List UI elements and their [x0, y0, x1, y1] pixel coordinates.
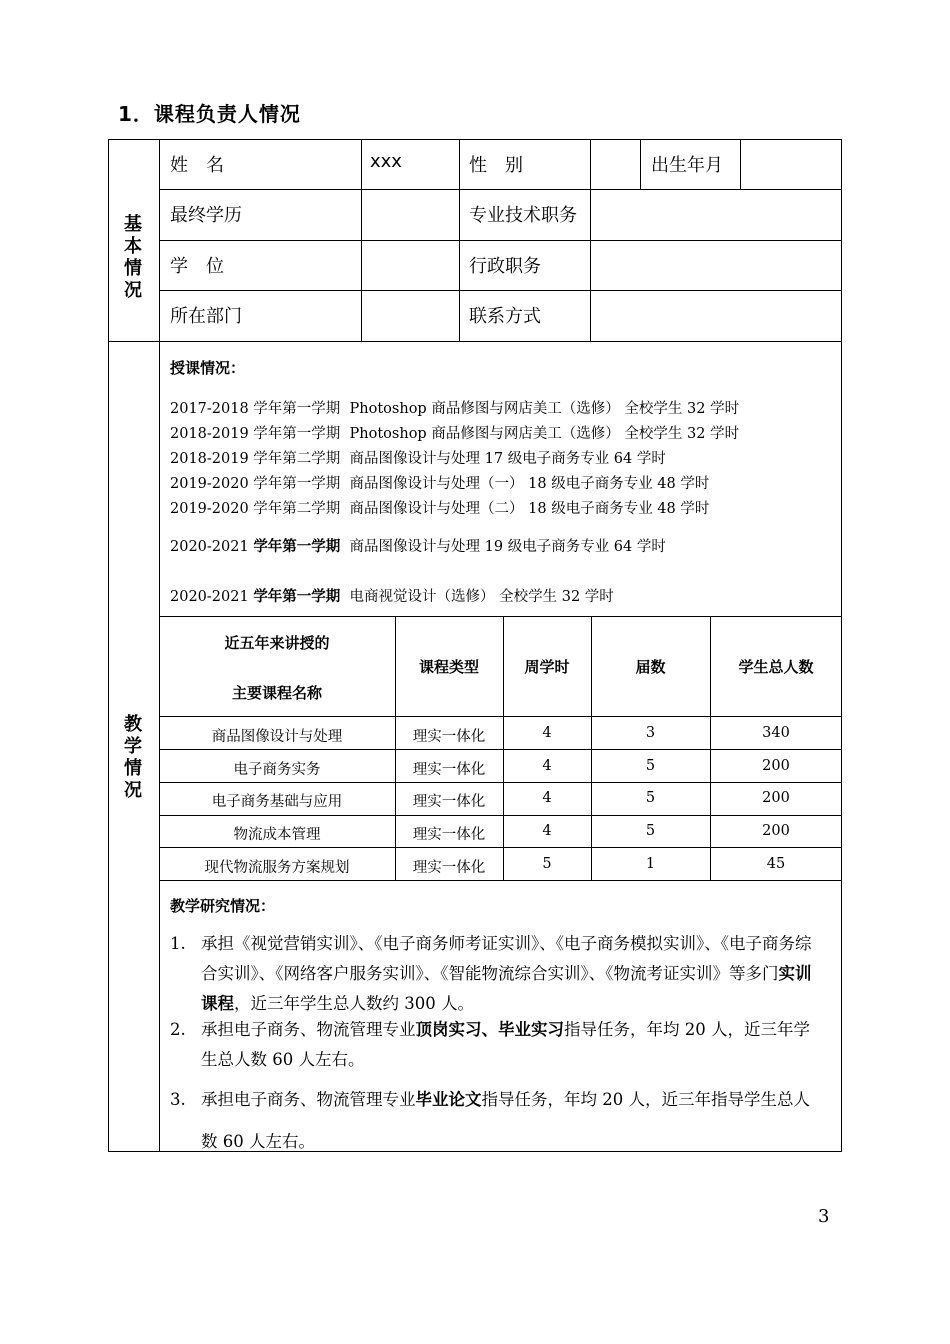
course-name: 电子商务实务	[233, 762, 321, 778]
education-label: 最终学历	[170, 205, 242, 226]
course-students: 340	[762, 725, 790, 741]
course-type: 理实一体化	[412, 794, 486, 810]
course-students: 200	[762, 758, 790, 774]
teaching-line: 2019-2020 学年第一学期 商品图像设计与处理（一） 18 级电子商务专业 48 学时	[170, 476, 710, 492]
teaching-info-label: 教学情况	[124, 714, 142, 801]
col-header-weekly-hours: 周学时	[524, 658, 570, 676]
research-heading: 教学研究情况：	[170, 897, 276, 915]
course-sessions: 5	[645, 758, 656, 774]
col-header-sessions: 届数	[635, 658, 666, 676]
course-type: 理实一体化	[412, 860, 486, 876]
col-header-course-type: 课程类型	[418, 658, 479, 676]
teaching-line: 2017-2018 学年第一学期 Photoshop 商品修图与网店美工（选修） 全校学生 32 学时	[170, 401, 740, 417]
teaching-line: 2020-2021 学年第一学期 电商视觉设计（选修） 全校学生 32 学时	[170, 589, 614, 605]
course-hours: 4	[542, 758, 552, 774]
name-label: 姓 名	[170, 155, 224, 176]
course-type: 理实一体化	[412, 827, 486, 843]
course-hours: 4	[542, 790, 552, 806]
professional-title-label: 专业技术职务	[469, 205, 577, 226]
section-title: 1．课程负责人情况	[118, 102, 301, 126]
teaching-heading: 授课情况：	[170, 359, 246, 377]
course-students: 200	[762, 790, 790, 806]
course-name: 物流成本管理	[233, 827, 321, 843]
page-number: 3	[818, 1206, 830, 1227]
course-hours: 4	[542, 725, 552, 741]
col-header-course-name: 近五年来讲授的 主要课程名称	[224, 634, 330, 702]
course-students: 200	[762, 823, 790, 839]
gender-label: 性 别	[469, 155, 523, 176]
research-item: 1. 承担《视觉营销实训》、《电子商务师考证实训》、《电子商务模拟实训》、《电子商务综合实训》、《网络客户服务实训》、《智能物流综合实训》、《物流考证实训》等多门实训课程，近三年学生总人数约 300 人。	[170, 934, 812, 1013]
basic-info-label: 基本情况	[124, 214, 142, 301]
course-name: 现代物流服务方案规划	[204, 860, 350, 876]
course-sessions: 5	[645, 790, 656, 806]
admin-position-label: 行政职务	[469, 256, 541, 277]
course-sessions: 5	[645, 823, 656, 839]
course-sessions: 3	[645, 725, 656, 741]
degree-label: 学 位	[170, 256, 224, 277]
research-item: 2. 承担电子商务、物流管理专业顶岗实习、毕业实习指导任务，年均 20 人，近三年学生总人数 60 人左右。	[170, 1020, 810, 1069]
course-type: 理实一体化	[412, 762, 486, 778]
course-hours: 5	[542, 856, 552, 872]
teaching-line: 2018-2019 学年第二学期 商品图像设计与处理 17 级电子商务专业 64 学时	[170, 451, 666, 467]
col-header-total-students: 学生总人数	[738, 658, 814, 676]
teaching-line: 2018-2019 学年第一学期 Photoshop 商品修图与网店美工（选修） 全校学生 32 学时	[170, 426, 740, 442]
name-value: xxx	[370, 151, 402, 172]
course-type: 理实一体化	[412, 729, 486, 745]
birth-label: 出生年月	[651, 155, 723, 176]
contact-label: 联系方式	[469, 306, 541, 327]
course-hours: 4	[542, 823, 552, 839]
course-name: 电子商务基础与应用	[211, 794, 343, 810]
research-item: 3. 承担电子商务、物流管理专业毕业论文指导任务，年均 20 人，近三年指导学生总人数 60 人左右。	[170, 1090, 810, 1151]
teaching-line: 2020-2021 学年第一学期 商品图像设计与处理 19 级电子商务专业 64 学时	[170, 539, 666, 555]
course-sessions: 1	[645, 856, 656, 872]
course-name: 商品图像设计与处理	[211, 729, 343, 745]
teaching-line: 2019-2020 学年第二学期 商品图像设计与处理（二） 18 级电子商务专业 48 学时	[170, 501, 710, 517]
course-students: 45	[766, 856, 786, 872]
department-label: 所在部门	[170, 306, 242, 327]
